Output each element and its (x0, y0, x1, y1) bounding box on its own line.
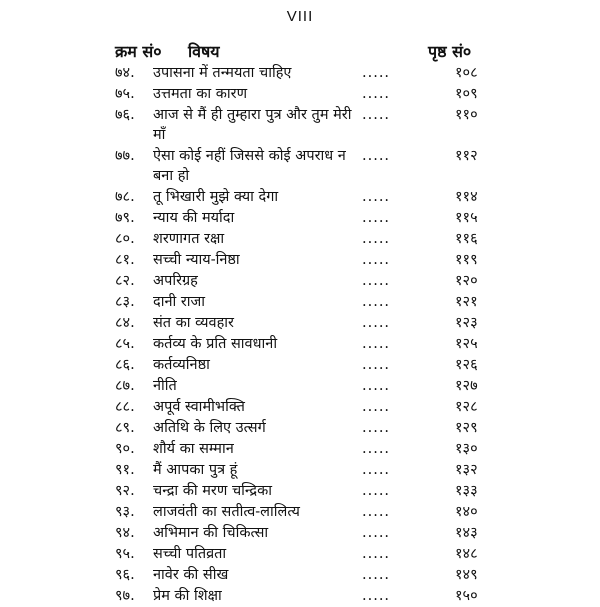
entry-page-number: १३३ (455, 483, 478, 499)
entry-dots: ..... (362, 378, 391, 394)
entry-number: ९१. (115, 462, 135, 478)
serial-column-header: क्रम सं० (115, 42, 162, 61)
entry-title: शरणागत रक्षा (153, 231, 225, 247)
entry-dots: ..... (362, 336, 391, 352)
entry-title: नीति (153, 378, 177, 394)
entry-dots: ..... (362, 252, 391, 268)
entry-page-number: १२३ (455, 315, 478, 331)
entry-page-number: १०८ (455, 65, 478, 81)
list-item (0, 84, 600, 105)
list-item (0, 376, 600, 397)
entry-page-number: ११९ (455, 252, 478, 268)
entry-title: कर्तव्य के प्रति सावधानी (153, 336, 278, 352)
entry-page-number: १२८ (455, 399, 478, 415)
entry-number: ७७. (115, 148, 135, 164)
entry-title: लाजवंती का सतीत्व-लालित्य (153, 504, 300, 520)
entry-page-number: १२० (455, 273, 478, 289)
entry-number: ७९. (115, 210, 135, 226)
entry-page-number: १२५ (455, 336, 478, 352)
entry-title: प्रेम की शिक्षा (153, 588, 222, 604)
entry-number: ८४. (115, 315, 135, 331)
entry-number: ९२. (115, 483, 135, 499)
entry-title: न्याय की मर्यादा (153, 210, 235, 226)
entry-dots: ..... (362, 441, 391, 457)
entry-number: ८८. (115, 399, 135, 415)
entry-number: ७५. (115, 86, 135, 102)
entry-number: ९७. (115, 588, 135, 604)
entry-number: ७६. (115, 107, 135, 123)
entry-number: ९०. (115, 441, 135, 457)
entry-dots: ..... (362, 65, 391, 81)
list-item (0, 105, 600, 146)
entry-number: ८२. (115, 273, 135, 289)
entry-title: कर्तव्यनिष्ठा (153, 357, 210, 373)
list-item (0, 187, 600, 208)
list-item (0, 397, 600, 418)
entry-dots: ..... (362, 420, 391, 436)
entry-title: मैं आपका पुत्र हूं (153, 462, 238, 478)
entry-title: उत्तमता का कारण (153, 86, 248, 102)
entry-page-number: १२७ (455, 378, 478, 394)
entry-page-number: ११० (455, 107, 478, 123)
entry-title: आज से मैं ही तुम्हारा पुत्र और तुम मेरी माँ (153, 107, 352, 143)
list-item (0, 63, 600, 84)
entry-dots: ..... (362, 294, 391, 310)
entry-title: अतिथि के लिए उत्सर्ग (153, 420, 266, 436)
entry-page-number: १०९ (455, 86, 478, 102)
entry-number: ८६. (115, 357, 135, 373)
list-item (0, 292, 600, 313)
entry-dots: ..... (362, 189, 391, 205)
entry-page-number: १३० (455, 441, 478, 457)
entry-dots: ..... (362, 315, 391, 331)
entry-title: उपासना में तन्मयता चाहिए (153, 65, 292, 81)
entry-page-number: १४९ (455, 567, 478, 583)
entry-page-number: ११५ (455, 210, 478, 226)
entry-dots: ..... (362, 86, 391, 102)
entry-dots: ..... (362, 462, 391, 478)
entry-page-number: १५० (455, 588, 478, 604)
list-item (0, 418, 600, 439)
list-item (0, 439, 600, 460)
entry-number: ९५. (115, 546, 135, 562)
entry-title: तू भिखारी मुझे क्या देगा (153, 189, 279, 205)
entry-dots: ..... (362, 357, 391, 373)
entry-number: ९४. (115, 525, 135, 541)
entry-number: ८७. (115, 378, 135, 394)
page-column-header: पृष्ठ सं० (428, 42, 472, 61)
table-header (0, 40, 600, 62)
entry-number: ७८. (115, 189, 135, 205)
entry-dots: ..... (362, 546, 391, 562)
subject-column-header: विषय (188, 42, 220, 61)
entry-page-number: १२१ (455, 294, 478, 310)
list-item (0, 313, 600, 334)
entry-dots: ..... (362, 588, 391, 604)
entry-page-number: ११२ (455, 148, 478, 164)
list-item (0, 229, 600, 250)
list-item (0, 271, 600, 292)
entry-title: संत का व्यवहार (153, 315, 234, 331)
entry-number: ८५. (115, 336, 135, 352)
entry-title: अपूर्व स्वामीभक्ति (153, 399, 245, 415)
entry-dots: ..... (362, 231, 391, 247)
entry-dots: ..... (362, 210, 391, 226)
contents-list (0, 63, 600, 607)
entry-page-number: १४० (455, 504, 478, 520)
entry-dots: ..... (362, 483, 391, 499)
entry-dots: ..... (362, 107, 391, 123)
entry-page-number: १२६ (455, 357, 478, 373)
list-item (0, 502, 600, 523)
entry-title: ऐसा कोई नहीं जिससे कोई अपराध न बना हो (153, 148, 346, 184)
list-item (0, 586, 600, 607)
page-number: VIII (286, 8, 314, 25)
entry-page-number: १३२ (455, 462, 478, 478)
entry-number: ८०. (115, 231, 135, 247)
entry-title: अपरिग्रह (153, 273, 198, 289)
entry-dots: ..... (362, 504, 391, 520)
entry-page-number: १४८ (455, 546, 478, 562)
entry-page-number: ११४ (455, 189, 478, 205)
entry-number: ८३. (115, 294, 135, 310)
entry-title: नावेर की सीख (153, 567, 229, 583)
entry-number: ८१. (115, 252, 135, 268)
entry-number: ८९. (115, 420, 135, 436)
entry-dots: ..... (362, 399, 391, 415)
list-item (0, 208, 600, 229)
entry-dots: ..... (362, 148, 391, 164)
list-item (0, 565, 600, 586)
list-item (0, 355, 600, 376)
list-item (0, 544, 600, 565)
entry-title: शौर्य का सम्मान (153, 441, 234, 457)
entry-page-number: १४३ (455, 525, 478, 541)
entry-page-number: १२९ (455, 420, 478, 436)
entry-number: ९६. (115, 567, 135, 583)
list-item (0, 523, 600, 544)
entry-title: सच्ची न्याय-निष्ठा (153, 252, 240, 268)
entry-title: चन्द्रा की मरण चन्द्रिका (153, 483, 272, 499)
entry-number: ९३. (115, 504, 135, 520)
entry-title: अभिमान की चिकित्सा (153, 525, 269, 541)
entry-dots: ..... (362, 273, 391, 289)
entry-number: ७४. (115, 65, 135, 81)
entry-title: सच्ची पतिव्रता (153, 546, 227, 562)
list-item (0, 481, 600, 502)
entry-dots: ..... (362, 525, 391, 541)
list-item (0, 460, 600, 481)
entry-page-number: ११६ (455, 231, 478, 247)
entry-dots: ..... (362, 567, 391, 583)
entry-title: दानी राजा (153, 294, 206, 310)
list-item (0, 334, 600, 355)
list-item (0, 250, 600, 271)
list-item (0, 146, 600, 187)
